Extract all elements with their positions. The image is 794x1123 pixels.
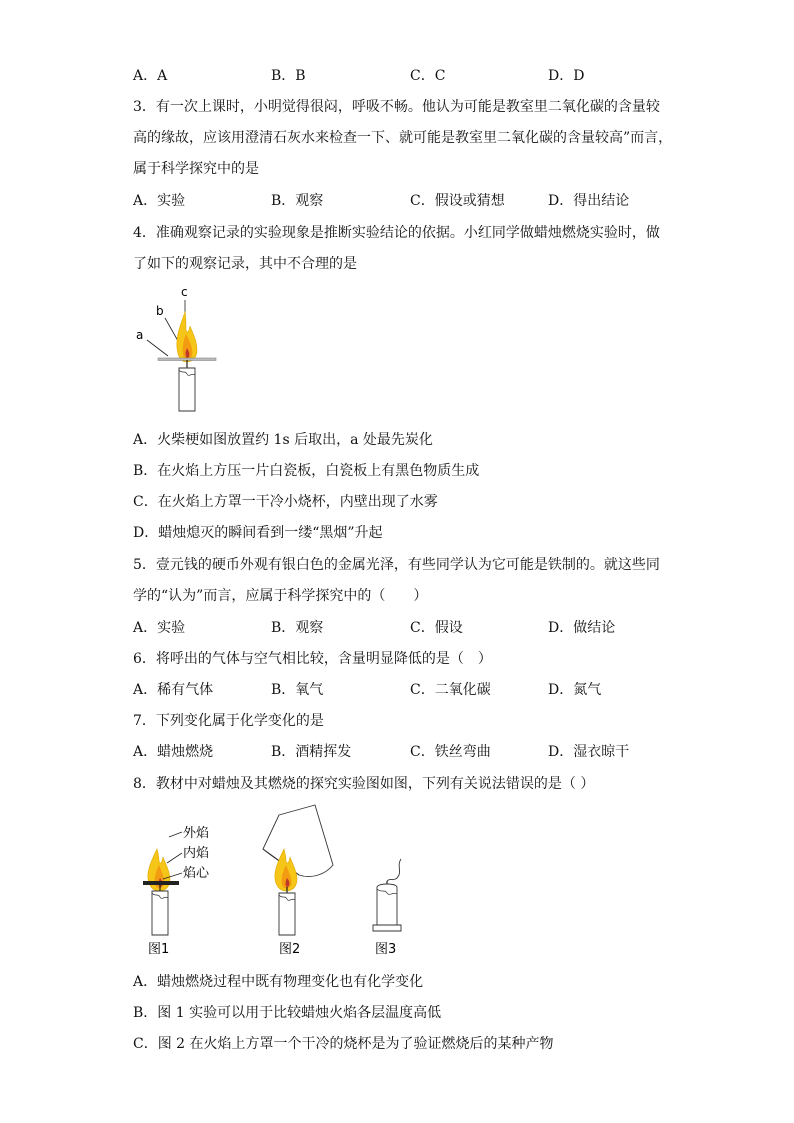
- q6-stem: 6．将呼出的气体与空气相比较，含量明显降低的是（ ）: [133, 651, 492, 667]
- q8-figure-1: [135, 815, 225, 960]
- q2-option-b: B．B: [271, 68, 306, 84]
- q5-option-c: C．假设: [410, 620, 463, 636]
- q4-option-a: A．火柴梗如图放置约 1s 后取出，a 处最先炭化: [133, 432, 433, 448]
- fig3-candle-body: [377, 884, 397, 925]
- fig2-beaker: [263, 805, 333, 877]
- q8-option-c: C．图 2 在火焰上方罩一个干冷的烧杯是为了验证燃烧后的某种产物: [133, 1036, 554, 1052]
- fig1-caption: 图1: [148, 942, 170, 957]
- fig1-label-outer: 外焰: [183, 826, 210, 841]
- q4-label-b: b: [156, 304, 164, 318]
- q8-figure-3: [365, 855, 425, 960]
- q4-stem-line-2: 了如下的观察记录，其中不合理的是: [133, 256, 357, 272]
- q5-option-a: A．实验: [133, 620, 186, 636]
- fig1-label-inner: 内焰: [183, 846, 210, 861]
- q3-option-a: A．实验: [133, 193, 186, 209]
- q3-option-d: D．得出结论: [548, 193, 630, 209]
- q3-stem-line-1: 3．有一次上课时，小明觉得很闷，呼吸不畅。他认为可能是教室里二氧化碳的含量较: [133, 99, 660, 115]
- q7-option-a: A．蜡烛燃烧: [133, 744, 214, 760]
- fig1-card: [143, 881, 179, 885]
- q3-option-c: C．假设或猜想: [410, 193, 505, 209]
- q8-option-a: A．蜡烛燃烧过程中既有物理变化也有化学变化: [133, 974, 424, 990]
- q4-option-c: C．在火焰上方罩一干冷小烧杯，内壁出现了水雾: [133, 494, 438, 510]
- q6-option-b: B．氧气: [271, 682, 324, 698]
- fig3-caption: 图3: [375, 942, 397, 957]
- q6-option-d: D．氮气: [548, 682, 602, 698]
- q7-option-b: B．酒精挥发: [271, 744, 352, 760]
- q4-label-a: a: [136, 328, 144, 342]
- q7-option-c: C．铁丝弯曲: [410, 744, 491, 760]
- q5-option-b: B．观察: [271, 620, 324, 636]
- q4-option-d: D．蜡烛熄灭的瞬间看到一缕“黑烟”升起: [133, 525, 383, 541]
- q7-stem: 7．下列变化属于化学变化的是: [133, 713, 324, 729]
- q5-stem-line-2: 学的“认为”而言，应属于科学探究中的（ ）: [133, 588, 428, 604]
- q3-stem-line-2: 高的缘故，应该用澄清石灰水来检查一下、就可能是教室里二氧化碳的含量较高”而言，: [133, 130, 673, 146]
- q3-stem-line-3: 属于科学探究中的是: [133, 161, 259, 177]
- q2-option-d: D．D: [548, 68, 585, 84]
- fig1-label-core: 焰心: [183, 866, 210, 881]
- fig3-smoke: [387, 859, 401, 881]
- q8-figure-2: [255, 803, 335, 960]
- q5-stem-line-1: 5．壹元钱的硬币外观有银白色的金属光泽，有些同学认为它可能是铁制的。就这些同: [133, 557, 660, 573]
- q4-candle-figure: [130, 282, 230, 414]
- fig3-candle-base: [373, 925, 401, 931]
- q3-option-b: B．观察: [271, 193, 324, 209]
- q8-stem: 8．教材中对蜡烛及其燃烧的探究实验图如图，下列有关说法错误的是（ ）: [133, 776, 595, 792]
- q6-option-c: C．二氧化碳: [410, 682, 491, 698]
- q2-option-c: C．C: [410, 68, 446, 84]
- q7-option-d: D．湿衣晾干: [548, 744, 630, 760]
- q8-option-b: B．图 1 实验可以用于比较蜡烛火焰各层温度高低: [133, 1005, 442, 1021]
- q5-option-d: D．做结论: [548, 620, 616, 636]
- q4-option-b: B．在火焰上方压一片白瓷板，白瓷板上有黑色物质生成: [133, 463, 480, 479]
- fig2-caption: 图2: [279, 942, 301, 957]
- q6-option-a: A．稀有气体: [133, 682, 214, 698]
- q4-stem-line-1: 4．准确观察记录的实验现象是推断实验结论的依据。小红同学做蜡烛燃烧实验时，做: [133, 225, 660, 241]
- q4-label-c: c: [181, 285, 188, 299]
- q2-option-a: A．A: [133, 68, 168, 84]
